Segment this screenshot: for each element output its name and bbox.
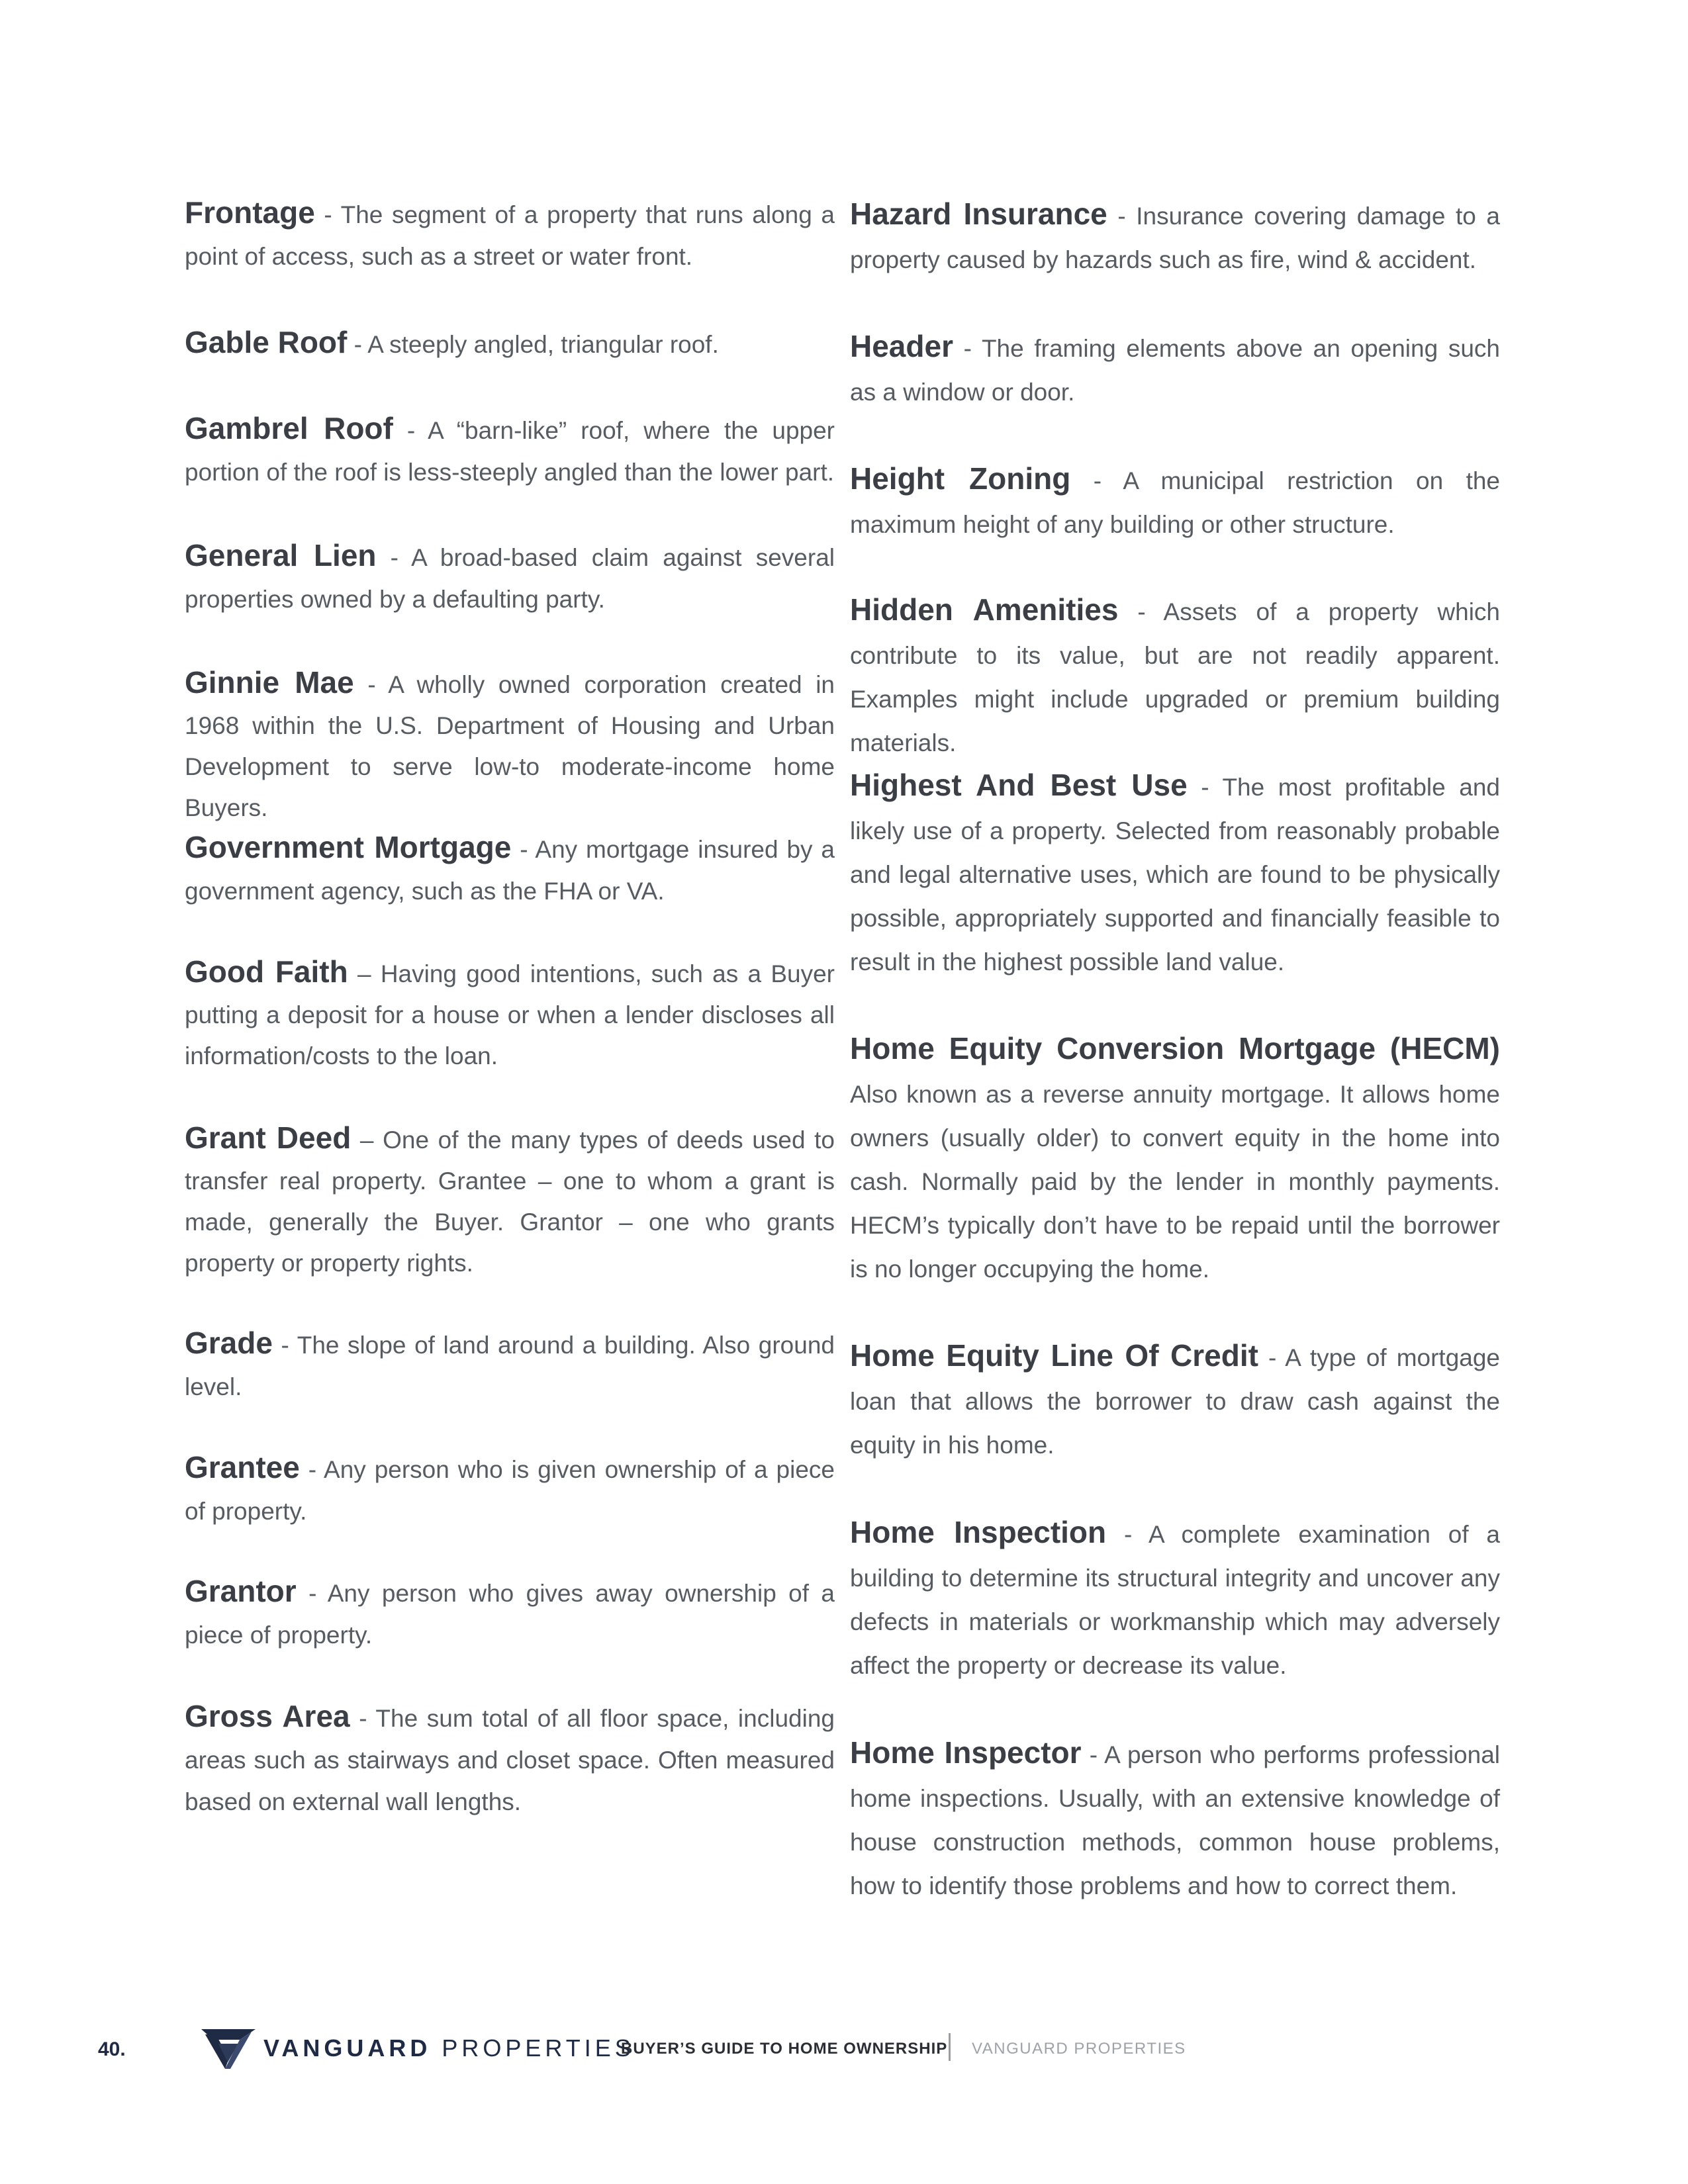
glossary-entry-gross-area: Gross Area - The sum total of all floor space, including areas such as stairways and closet space. Often measured based on external wall lengths. xyxy=(185,1699,835,1815)
entry-definition: Any person who is given ownership of a piece of property. xyxy=(185,1456,835,1525)
entry-term: Frontage xyxy=(185,195,315,230)
glossary-entry-home-equity-line-of-credit: Home Equity Line Of Credit - A type of mortgage loan that allows the borrower to draw cash against the equity in his home. xyxy=(850,1338,1501,1459)
glossary-entry-frontage: Frontage - The segment of a property that runs along a point of access, such as a street or water front. xyxy=(185,195,835,270)
entry-term: Height Zoning xyxy=(850,461,1071,496)
entry-definition: Assets of a property which contribute to its value, but are not readily apparent. Examples might include upgraded or premium building materials. xyxy=(850,598,1500,756)
entry-term: Home Inspector xyxy=(850,1735,1082,1770)
glossary-entry-grantee: Grantee - Any person who is given ownership of a piece of property. xyxy=(185,1450,835,1525)
entry-term: Header xyxy=(850,329,953,363)
glossary-entry-highest-and-best-use: Highest And Best Use - The most profitable and likely use of a property. Selected from reasonably probable and legal alternative uses, which are found to be physically possible, appropriately supported and financially feasible to result in the highest possible land value. xyxy=(850,768,1501,976)
entry-definition: A steeply angled, triangular roof. xyxy=(367,331,719,358)
entry-definition: The slope of land around a building. Also ground level. xyxy=(185,1332,835,1400)
glossary-entry-gambrel-roof: Gambrel Roof - A “barn-like” roof, where the upper portion of the roof is less-steeply angled than the lower part. xyxy=(185,411,835,486)
entry-term: Ginnie Mae xyxy=(185,665,354,700)
entry-definition: A person who performs professional home inspections. Usually, with an extensive knowledge of house construction methods, common house problems, how to identify those problems and how to correct them. xyxy=(850,1741,1500,1899)
entry-term: Hazard Insurance xyxy=(850,197,1107,231)
footer-divider xyxy=(949,2033,951,2061)
glossary-entry-general-lien: General Lien - A broad-based claim against several properties owned by a defaulting party. xyxy=(185,538,835,613)
glossary-entry-gable-roof: Gable Roof - A steeply angled, triangular roof. xyxy=(185,325,719,359)
entry-term: Grant Deed xyxy=(185,1120,352,1155)
glossary-entry-height-zoning: Height Zoning - A municipal restriction on the maximum height of any building or other structure. xyxy=(850,461,1500,538)
footer-brand: VANGUARD PROPERTIES xyxy=(263,2034,635,2062)
entry-term: Grantor xyxy=(185,1574,297,1608)
vanguard-logo-icon xyxy=(199,2025,258,2073)
glossary-entry-grant-deed: Grant Deed – One of the many types of deeds used to transfer real property. Grantee – one to whom a grant is made, generally the Buyer. Grantor – one who grants property or property rights. xyxy=(185,1120,835,1277)
entry-definition: Insurance covering damage to a property caused by hazards such as fire, wind & accident. xyxy=(850,203,1500,273)
entry-definition: A “barn-like” roof, where the upper portion of the roof is less-steeply angled than the lower part. xyxy=(185,417,835,486)
glossary-entry-header: Header - The framing elements above an opening such as a window or door. xyxy=(850,329,1500,406)
glossary-entry-grantor: Grantor - Any person who gives away ownership of a piece of property. xyxy=(185,1574,835,1649)
entry-definition: The sum total of all floor space, including areas such as stairways and closet space. Often measured based on external wall lengths. xyxy=(185,1705,835,1815)
glossary-entry-home-inspector: Home Inspector - A person who performs professional home inspections. Usually, with an extensive knowledge of house construction methods, common house problems, how to identify those problems and how to correct them. xyxy=(850,1735,1500,1899)
entry-term: Highest And Best Use xyxy=(850,768,1188,802)
entry-definition: A municipal restriction on the maximum height of any building or other structure. xyxy=(850,467,1500,538)
page-number: 40. xyxy=(98,2038,126,2060)
entry-definition: Any person who gives away ownership of a piece of property. xyxy=(185,1580,835,1649)
glossary-entry-grade: Grade - The slope of land around a building. Also ground level. xyxy=(185,1326,835,1400)
entry-definition: Also known as a reverse annuity mortgage. It allows home owners (usually older) to convert equity in the home into cash. Normally paid by the lender in monthly payments. HECM’s typically don’t have to be repaid until the borrower is no longer occupying the home. xyxy=(850,1081,1500,1283)
glossary-entry-home-inspection: Home Inspection - A complete examination of a building to determine its structural integrity and uncover any defects in materials or workmanship which may adversely affect the property or decrease its value. xyxy=(850,1515,1500,1679)
entry-term: Hidden Amenities xyxy=(850,592,1119,627)
entry-term: Grantee xyxy=(185,1450,300,1484)
glossary-entry-government-mortgage: Government Mortgage - Any mortgage insured by a government agency, such as the FHA or VA. xyxy=(185,830,835,905)
glossary-entry-hecm xyxy=(850,1026,1500,1291)
footer-brand-label: VANGUARD PROPERTIES xyxy=(972,2040,1186,2058)
entry-term: Gross Area xyxy=(185,1699,350,1733)
entry-term: Grade xyxy=(185,1326,273,1360)
entry-definition: A wholly owned corporation created in 1968 within the U.S. Department of Housing and Urban Development to serve low-to moderate-income home Buyers. xyxy=(185,671,835,821)
footer-guide-title: BUYER’S GUIDE TO HOME OWNERSHIP xyxy=(621,2040,948,2058)
entry-term: Good Faith xyxy=(185,954,348,989)
entry-definition: The most profitable and likely use of a property. Selected from reasonably probable and legal alternative uses, which are found to be physically possible, appropriately supported and financially feasible to result in the highest possible land value. xyxy=(850,774,1501,976)
entry-term: Gable Roof xyxy=(185,325,348,359)
entry-definition: Having good intentions, such as a Buyer putting a deposit for a house or when a lender discloses all information/costs to the loan. xyxy=(185,960,835,1069)
entry-definition: A type of mortgage loan that allows the borrower to draw cash against the equity in his home. xyxy=(850,1344,1501,1459)
entry-definition: One of the many types of deeds used to transfer real property. Grantee – one to whom a grant is made, generally the Buyer. Grantor – one who grants property or property rights. xyxy=(185,1126,835,1277)
glossary-entry-ginnie-mae: Ginnie Mae - A wholly owned corporation created in 1968 within the U.S. Department of Housing and Urban Development to serve low-to moderate-income home Buyers. xyxy=(185,665,835,821)
entry-term: Gambrel Roof xyxy=(185,411,393,445)
glossary-entry-good-faith: Good Faith – Having good intentions, such as a Buyer putting a deposit for a house or when a lender discloses all information/costs to the loan. xyxy=(185,954,835,1069)
entry-term: Government Mortgage xyxy=(185,830,512,864)
entry-definition: The segment of a property that runs along a point of access, such as a street or water front. xyxy=(185,201,835,270)
entry-term: Home Inspection xyxy=(850,1515,1107,1549)
entry-definition: A complete examination of a building to determine its structural integrity and uncover any defects in materials or workmanship which may adversely affect the property or decrease its value. xyxy=(850,1521,1500,1679)
entry-definition: A broad-based claim against several properties owned by a defaulting party. xyxy=(185,544,835,613)
entry-term: Home Equity Line Of Credit xyxy=(850,1338,1258,1373)
glossary-entry-hidden-amenities: Hidden Amenities - Assets of a property which contribute to its value, but are not readily apparent. Examples might include upgraded or premium building materials. xyxy=(850,592,1500,756)
glossary-entry-hazard-insurance: Hazard Insurance - Insurance covering damage to a property caused by hazards such as fire, wind & accident. xyxy=(850,197,1500,273)
entry-definition: Any mortgage insured by a government agency, such as the FHA or VA. xyxy=(185,836,835,905)
page-footer xyxy=(0,2025,1688,2078)
entry-term: Home Equity Conversion Mortgage (HECM) xyxy=(850,1031,1500,1066)
entry-term: General Lien xyxy=(185,538,377,572)
entry-definition: The framing elements above an opening such as a window or door. xyxy=(850,335,1500,406)
